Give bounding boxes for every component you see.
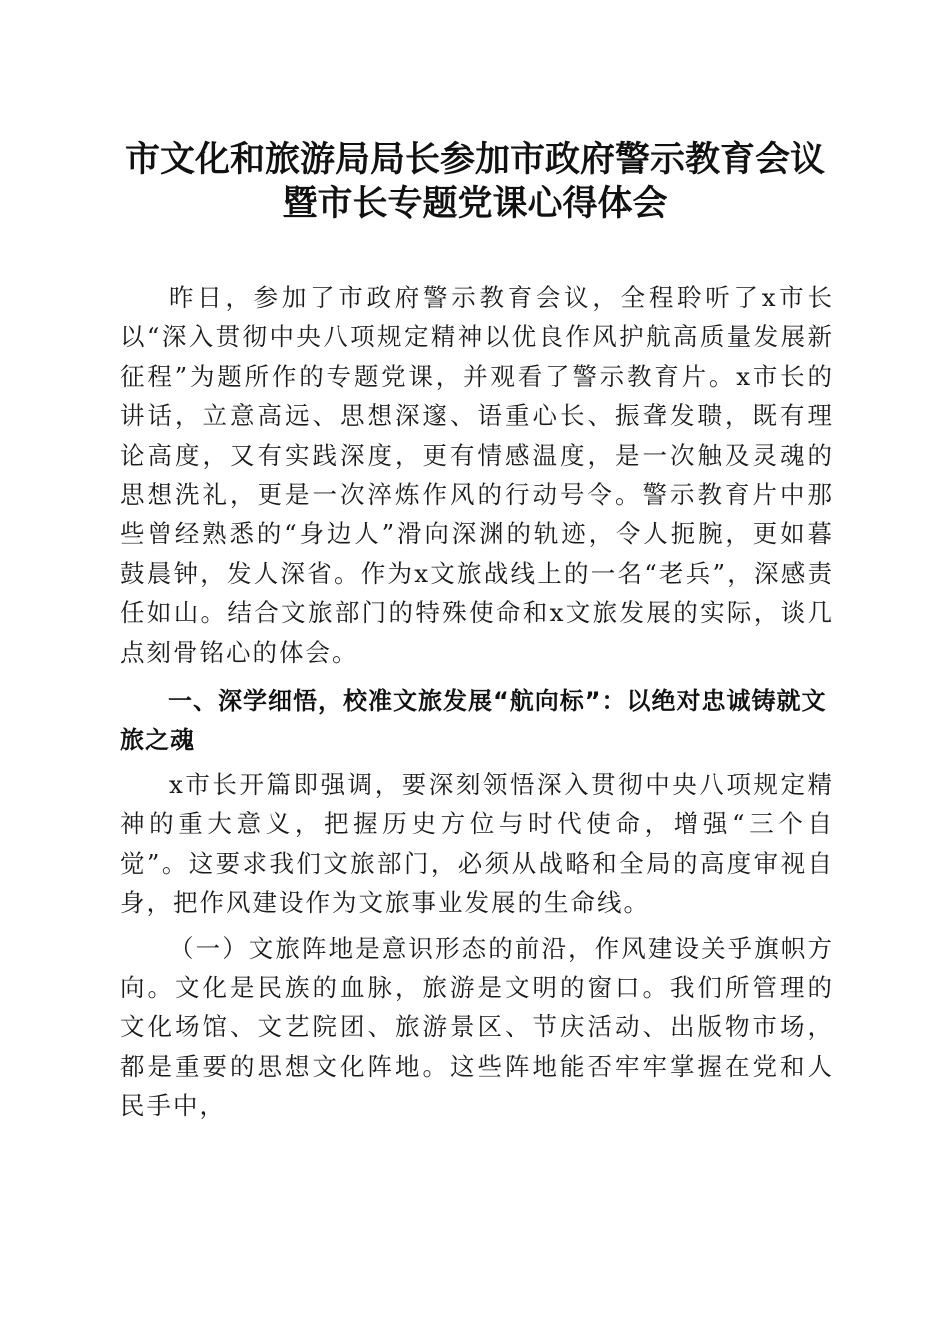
document-title [100,138,850,226]
section-heading-1: 一、深学细悟，校准文旅发展“航向标”：以绝对忠诚铸就文旅之魂 [120,687,827,755]
section-1-paragraph: x市长开篇即强调，要深刻领悟深入贯彻中央八项规定精神的重大意义，把握历史方位与时代使命，增强“三个自觉”。这要求我们文旅部门，必须从战略和全局的高度审视自身，把作风建设作为文旅事业发展的生命线。 [120,769,834,918]
intro-paragraph: 昨日，参加了市政府警示教育会议，全程聆听了x市长以“深入贯彻中央八项规定精神以优良作风护航高质量发展新征程”为题所作的专题党课，并观看了警示教育片。x市长的讲话，立意高远、思想深邃、语重心长、振聋发聩，既有理论高度，又有实践深度，更有情感温度，是一次触及灵魂的思想洗礼，更是一次淬炼作风的行动号令。警示教育片中那些曾经熟悉的“身边人”滑向深渊的轨迹，令人扼腕，更如暮鼓晨钟，发人深省。作为x文旅战线上的一名“老兵”，深感责任如山。结合文旅部门的特殊使命和x文旅发展的实际，谈几点刻骨铭心的体会。 [120,283,834,667]
subsection-1-paragraph: （一）文旅阵地是意识形态的前沿，作风建设关乎旗帜方向。文化是民族的血脉，旅游是文明的窗口。我们所管理的文化场馆、文艺院团、旅游景区、节庆活动、出版物市场，都是重要的思想文化阵地。这些阵地能否牢牢掌握在党和人民手中， [120,933,834,1121]
title-line-1: 市文化和旅游局局长参加市政府警示教育会议 [124,139,825,180]
title-line-2: 暨市长专题党课心得体会 [282,183,668,224]
document-body [120,278,834,1126]
